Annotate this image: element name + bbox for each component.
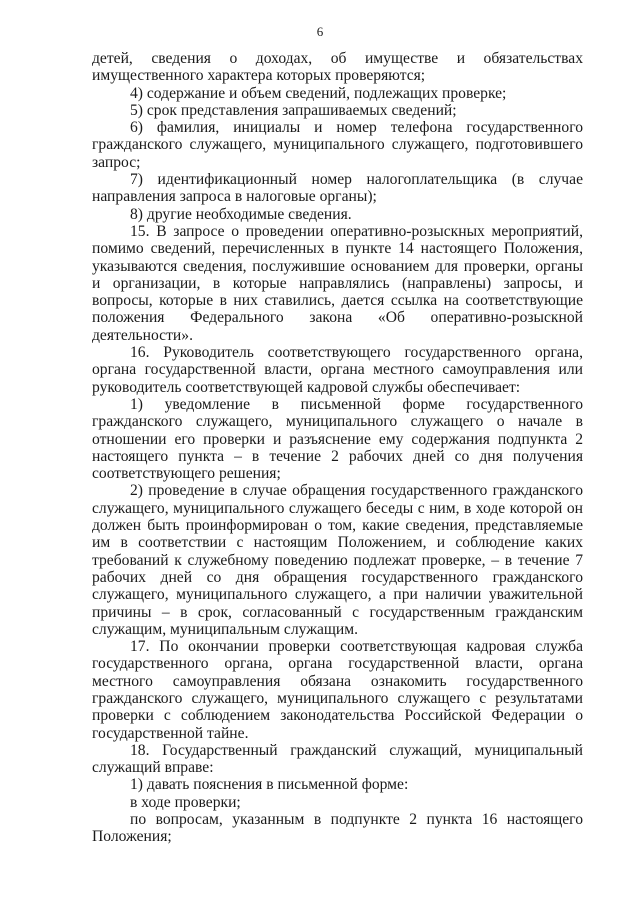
paragraph-item-4: 4) содержание и объем сведений, подлежащих проверке; — [130, 84, 507, 102]
paragraph-continuation: детей, сведения о доходах, об имуществе и обязательствах имущественного характера которых проверяются; — [92, 50, 583, 85]
paragraph-item-8: 8) другие необходимые сведения. — [130, 205, 352, 223]
paragraph-subitem-questions: по вопросам, указанным в подпункте 2 пункта 16 настоящего Положения; — [92, 811, 583, 846]
paragraph-clause-16-item-1: 1) уведомление в письменной форме государственного гражданского служащего, муниципального служащего о начале в отношении его проверки и разъяснение ему содержания подпункта 2 настоящего пункта – в течение 2 рабочих дней со дня получения соответствующего решения; — [92, 395, 583, 483]
paragraph-item-6: 6) фамилия, инициалы и номер телефона государственного гражданского служащего, муниципального служащего, подготовившего запрос; — [92, 119, 583, 171]
paragraph-subitem-during-check: в ходе проверки; — [130, 793, 241, 811]
document-body — [92, 50, 583, 846]
paragraph-item-7: 7) идентификационный номер налогоплательщика (в случае направления запроса в налоговые органы); — [92, 171, 583, 206]
paragraph-clause-16: 16. Руководитель соответствующего государственного органа, органа государственной власти, органа местного самоуправления или руководитель соответствующей кадровой службы обеспечивает: — [92, 344, 583, 396]
paragraph-clause-18: 18. Государственный гражданский служащий, муниципальный служащий вправе: — [92, 741, 583, 777]
paragraph-clause-17: 17. По окончании проверки соответствующая кадровая служба государственного органа, органа государственной власти, органа местного самоуправления обязана ознакомить государственного гражданского служащего, муниципального служащего с результатами проверки с соблюдением законодательства Российской Федерации о государственной тайне. — [92, 638, 583, 742]
paragraph-clause-16-item-2: 2) проведение в случае обращения государственного гражданского служащего, муниципального служащего беседы с ним, в ходе которой он должен быть проинформирован о том, какие сведения, представляемые им в соответствии с настоящим Положением, и соблюдение каких требований к служебному поведению подлежат проверке, – в течение 7 рабочих дней со дня обращения государственного гражданского служащего, муниципального служащего, а при наличии уважительной причины – в срок, согласованный с государственным гражданским служащим, муниципальным служащим. — [92, 482, 583, 638]
paragraph-clause-15: 15. В запросе о проведении оперативно-розыскных мероприятий, помимо сведений, перечисленных в пункте 14 настоящего Положения, указываются сведения, послужившие основанием для проверки, органы и организации, в которые направлялись (направлены) запросы, и вопросы, которые в них ставились, дается ссылка на соответствующие положения Федерального закона «Об оперативно-розыскной деятельности». — [92, 222, 583, 344]
paragraph-item-5: 5) срок представления запрашиваемых сведений; — [130, 101, 457, 119]
page-number: 6 — [316, 24, 324, 39]
paragraph-clause-18-item-1: 1) давать пояснения в письменной форме: — [130, 776, 409, 794]
